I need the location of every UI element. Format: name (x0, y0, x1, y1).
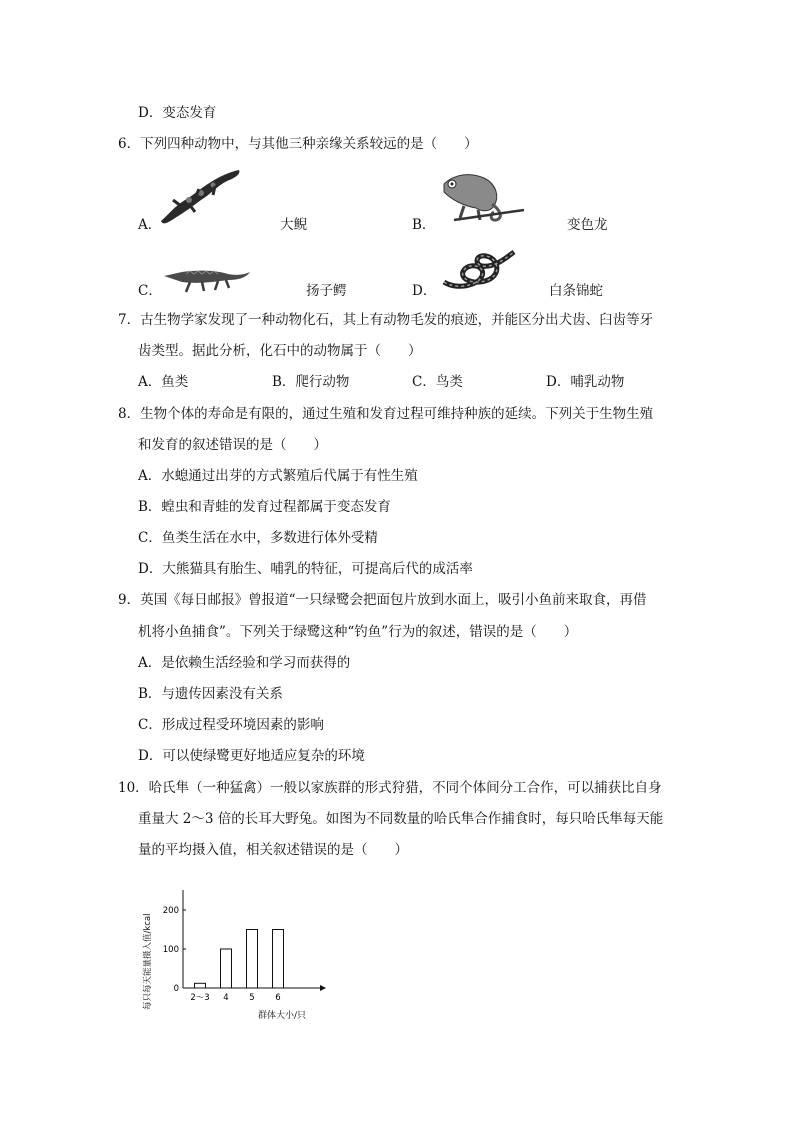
q6-stem: 6．下列四种动物中，与其他三种亲缘关系较远的是（ ） (118, 136, 478, 152)
chameleon-photo-icon (434, 166, 526, 226)
q10-stem-line2: 重量大 2～3 倍的长耳大野兔。如图为不同数量的哈氏隼合作捕食时，每只哈氏隼每天能 (138, 811, 664, 827)
q5-option-d: D．变态发育 (138, 105, 217, 121)
chart-x-tick-label: 2～3 (190, 993, 210, 1003)
energy-intake-bar-chart (138, 870, 338, 1030)
q6-option-b-name: 变色龙 (567, 217, 608, 233)
q9-stem-line1: 9．英国《每日邮报》曾报道“一只绿鹭会把面包片放到水面上，吸引小鱼前来取食，再借 (118, 592, 647, 608)
q6-option-d-name: 白条锦蛇 (549, 283, 603, 299)
chart-y-tick-label: 200 (162, 906, 179, 916)
q7-option-d: D．哺乳动物 (546, 374, 625, 390)
q10-stem-line1: 10．哈氏隼（一种猛禽）一般以家族群的形式狩猎，不同个体间分工合作，可以捕获比自身 (118, 780, 662, 796)
chart-y-tick-label: 100 (162, 945, 179, 955)
q6-option-a-name: 大鲵 (280, 217, 307, 233)
q6-option-b-letter: B． (412, 217, 436, 233)
x-axis-arrow-icon (320, 985, 326, 991)
giant-salamander-photo-icon (155, 166, 245, 228)
chart-bar (247, 930, 258, 989)
q7-stem-line1: 7．古生物学家发现了一种动物化石，其上有动物毛发的痕迹，并能区分出犬齿、臼齿等牙 (118, 312, 654, 328)
q9-option-c: C．形成过程受环境因素的影响 (138, 717, 324, 733)
chart-bar (273, 930, 284, 989)
chart-x-tick-label: 5 (249, 993, 255, 1003)
q8-option-d: D．大熊猫具有胎生、哺乳的特征，可提高后代的成活率 (138, 561, 473, 577)
q8-option-a: A．水螅通过出芽的方式繁殖后代属于有性生殖 (138, 468, 418, 484)
q6-option-c-letter: C． (138, 283, 162, 299)
q10-stem-line3: 量的平均摄入值，相关叙述错误的是（ ） (138, 842, 408, 858)
chart-y-axis-label: 每只每天能量摄入值/kcal (143, 913, 153, 1010)
q9-stem-line2: 机将小鱼捕食”。下列关于绿鹭这种“钓鱼”行为的叙述，错误的是（ ） (138, 624, 578, 640)
q9-option-d: D．可以使绿鹭更好地适应复杂的环境 (138, 748, 365, 764)
chart-bar (221, 949, 232, 988)
snake-photo-icon (436, 246, 520, 292)
q6-option-c-name: 扬子鳄 (306, 283, 347, 299)
q7-option-a: A．鱼类 (138, 374, 189, 390)
q8-option-b: B．蝗虫和青蛙的发育过程都属于变态发育 (138, 499, 391, 515)
chart-x-tick-label: 4 (223, 993, 229, 1003)
q9-option-b: B．与遗传因素没有关系 (138, 686, 283, 702)
q7-option-c: C．鸟类 (412, 374, 463, 390)
q7-stem-line2: 齿类型。据此分析，化石中的动物属于（ ） (138, 343, 422, 359)
q8-stem-line1: 8．生物个体的寿命是有限的，通过生殖和发育过程可维持种族的延续。下列关于生物生殖 (118, 406, 654, 422)
chart-y-tick-label: 0 (173, 984, 179, 994)
q8-option-c: C．鱼类生活在水中，多数进行体外受精 (138, 530, 378, 546)
chart-x-tick-label: 6 (275, 993, 281, 1003)
q6-option-d-letter: D． (412, 283, 437, 299)
q7-option-b: B．爬行动物 (272, 374, 350, 390)
q8-stem-line2: 和发育的叙述错误的是（ ） (138, 437, 327, 453)
chart-x-axis-label: 群体大小/只 (258, 1011, 307, 1021)
chart-bar (195, 983, 206, 988)
alligator-photo-icon (162, 264, 252, 294)
q9-option-a: A．是依赖生活经验和学习而获得的 (138, 655, 351, 671)
q6-option-a-letter: A． (138, 217, 162, 233)
